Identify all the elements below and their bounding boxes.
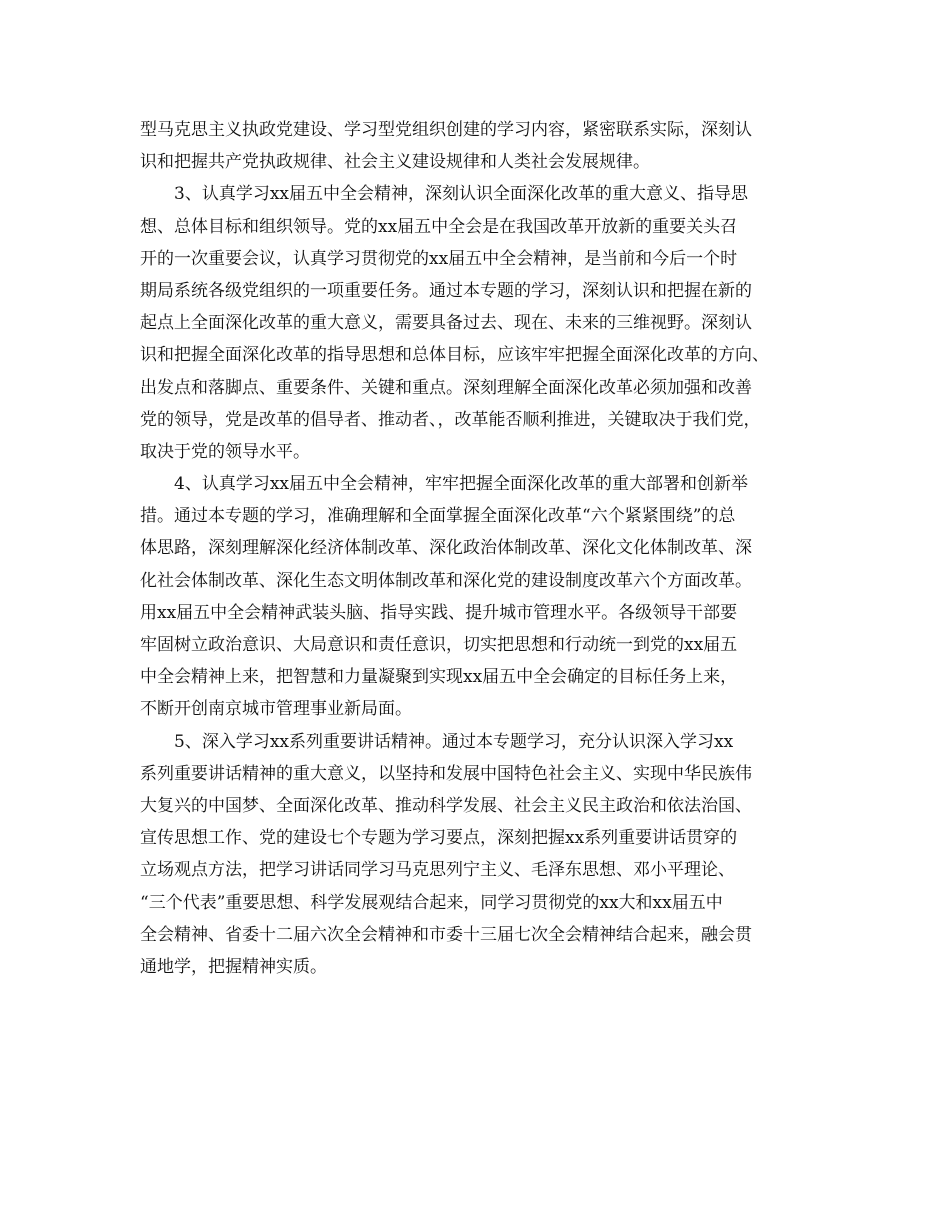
text-line: 措。通过本专题的学习，准确理解和全面掌握全面深化改革“六个紧紧围绕”的总 xyxy=(140,506,736,527)
paragraph-first-line: 3、认真学习xx届五中全会精神，深刻认识全面深化改革的重大意义、指导思 xyxy=(174,184,748,205)
text-line: 全会精神、省委十二届六次全会精神和市委十三届七次全会精神结合起来，融会贯 xyxy=(140,924,752,945)
text-line: 取决于党的领导水平。 xyxy=(140,441,310,462)
text-line: 想、总体目标和组织领导。党的xx届五中全会是在我国改革开放新的重要关头召 xyxy=(140,216,738,237)
text-line: 中全会精神上来，把智慧和力量凝聚到实现xx届五中全会确定的目标任务上来， xyxy=(140,667,738,688)
text-line: 系列重要讲话精神的重大意义，以坚持和发展中国特色社会主义、实现中华民族伟 xyxy=(140,763,752,784)
text-line: 大复兴的中国梦、全面深化改革、推动科学发展、社会主义民主政治和依法治国、 xyxy=(140,795,752,816)
text-line: 起点上全面深化改革的重大意义，需要具备过去、现在、未来的三维视野。深刻认 xyxy=(140,313,752,334)
text-line: 立场观点方法，把学习讲话同学习马克思列宁主义、毛泽东思想、邓小平理论、 xyxy=(140,860,735,881)
text-line: “三个代表”重要思想、科学发展观结合起来，同学习贯彻党的xx大和xx届五中 xyxy=(140,892,723,913)
text-line: 通地学，把握精神实质。 xyxy=(140,956,327,977)
paragraph-first-line: 5、深入学习xx系列重要讲话精神。通过本专题学习，充分认识深入学习xx xyxy=(174,731,734,752)
paragraph-first-line: 4、认真学习xx届五中全会精神，牢牢把握全面深化改革的重大部署和创新举 xyxy=(174,474,748,495)
text-line: 体思路，深刻理解深化经济体制改革、深化政治体制改革、深化文化体制改革、深 xyxy=(140,538,752,559)
text-line: 识和把握共产党执政规律、社会主义建设规律和人类社会发展规律。 xyxy=(140,152,650,173)
text-line: 识和把握全面深化改革的指导思想和总体目标，应该牢牢把握全面深化改革的方向、 xyxy=(140,345,769,366)
text-line: 化社会体制改革、深化生态文明体制改革和深化党的建设制度改革六个方面改革。 xyxy=(140,570,752,591)
text-line: 宣传思想工作、党的建设七个专题为学习要点，深刻把握xx系列重要讲话贯穿的 xyxy=(140,828,738,849)
text-line: 型马克思主义执政党建设、学习型党组织创建的学习内容，紧密联系实际，深刻认 xyxy=(140,120,752,140)
text-line: 不断开创南京城市管理事业新局面。 xyxy=(140,699,412,720)
text-line: 出发点和落脚点、重要条件、关键和重点。深刻理解全面深化改革必须加强和改善 xyxy=(140,377,752,398)
text-line: 用xx届五中全会精神武装头脑、指导实践、提升城市管理水平。各级领导干部要 xyxy=(140,602,738,623)
document-body xyxy=(140,114,830,983)
text-line: 牢固树立政治意识、大局意识和责任意识，切实把思想和行动统一到党的xx届五 xyxy=(140,635,738,655)
text-line: 开的一次重要会议，认真学习贯彻党的xx届五中全会精神，是当前和今后一个时 xyxy=(140,248,738,269)
text-line: 期局系统各级党组织的一项重要任务。通过本专题的学习，深刻认识和把握在新的 xyxy=(140,280,752,301)
text-line: 党的领导，党是改革的倡导者、推动者、，改革能否顺利推进，关键取决于我们党， xyxy=(140,409,761,430)
